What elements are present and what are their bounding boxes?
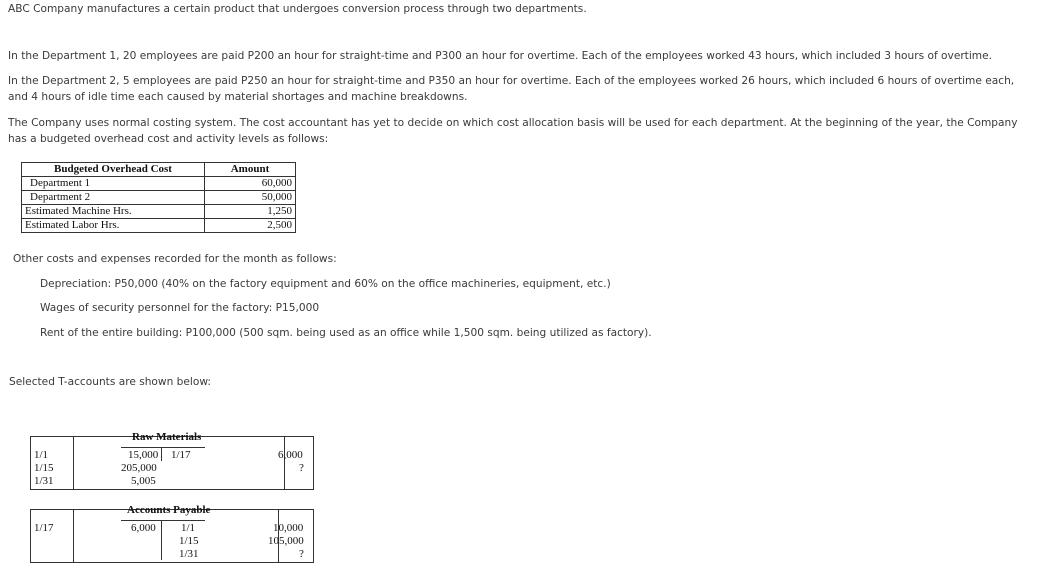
budget-header-amount: Amount (205, 163, 296, 177)
table-row (22, 191, 296, 205)
raw-materials-title: Raw Materials (132, 431, 202, 443)
rm-debit-amount: 5,005 (131, 475, 156, 487)
rm-debit-date: 1/1 (34, 449, 49, 461)
accounts-payable-t-account (30, 504, 314, 563)
raw-materials-t-account (30, 431, 314, 490)
budget-row-label: Estimated Labor Hrs. (22, 219, 205, 233)
table-row (22, 205, 296, 219)
budget-table (21, 162, 296, 233)
accounts-payable-title: Accounts Payable (127, 504, 211, 516)
intro-text: ABC Company manufactures a certain product that undergoes conversion process through two departments. (8, 3, 587, 15)
rm-debit-date: 1/31 (34, 475, 54, 487)
ap-credit-amount: 10,000 (273, 522, 304, 534)
other-cost-item: Depreciation: P50,000 (40% on the factory equipment and 60% on the office machineries, equipment, etc.) (40, 278, 611, 290)
ap-credit-amount: 105,000 (268, 535, 304, 547)
dept1-text: In the Department 1, 20 employees are paid P200 an hour for straight-time and P300 an hour for overtime. Each of the employees worked 43 hours, which included 3 hours of overtime. (8, 50, 992, 62)
ap-credit-date: 1/31 (179, 548, 199, 560)
budget-row-label: Department 2 (22, 191, 205, 205)
budget-header-label: Budgeted Overhead Cost (22, 163, 205, 177)
rm-credit-date: 1/17 (171, 449, 191, 461)
rm-debit-amount: 205,000 (121, 462, 157, 474)
ap-debit-date: 1/17 (34, 522, 54, 534)
rm-debit-date: 1/15 (34, 462, 54, 474)
other-costs-heading: Other costs and expenses recorded for the month as follows: (13, 253, 337, 265)
table-row (22, 177, 296, 191)
dept2-text: In the Department 2, 5 employees are paid P250 an hour for straight-time and P350 an hour for overtime. Each of the employees worked 26 hours, which included 6 hours of overtime each, and 4 hours of idle time each caused by material shortages and machine breakdowns. (8, 75, 1015, 103)
costing-text: The Company uses normal costing system. The cost accountant has yet to decide on which cost allocation basis will be used for each department. At the beginning of the year, the Company has a budgeted overhead cost and activity levels as follows: (8, 117, 1018, 145)
rm-credit-amount: 6,000 (278, 449, 303, 461)
budget-row-amount: 50,000 (205, 191, 296, 205)
table-row (22, 219, 296, 233)
ap-credit-date: 1/15 (179, 535, 199, 547)
budget-row-label: Estimated Machine Hrs. (22, 205, 205, 219)
other-cost-item: Rent of the entire building: P100,000 (500 sqm. being used as an office while 1,500 sqm. being utilized as factory). (40, 327, 652, 339)
budget-row-amount: 60,000 (205, 177, 296, 191)
rm-debit-amount: 15,000 (128, 449, 159, 461)
rm-credit-amount: ? (299, 462, 304, 474)
budget-row-label: Department 1 (22, 177, 205, 191)
ap-credit-date: 1/1 (181, 522, 196, 534)
budget-row-amount: 1,250 (205, 205, 296, 219)
other-cost-item: Wages of security personnel for the factory: P15,000 (40, 302, 320, 314)
budget-row-amount: 2,500 (205, 219, 296, 233)
t-accounts-heading: Selected T-accounts are shown below: (9, 376, 211, 388)
ap-credit-amount: ? (299, 548, 304, 560)
ap-debit-amount: 6,000 (131, 522, 156, 534)
